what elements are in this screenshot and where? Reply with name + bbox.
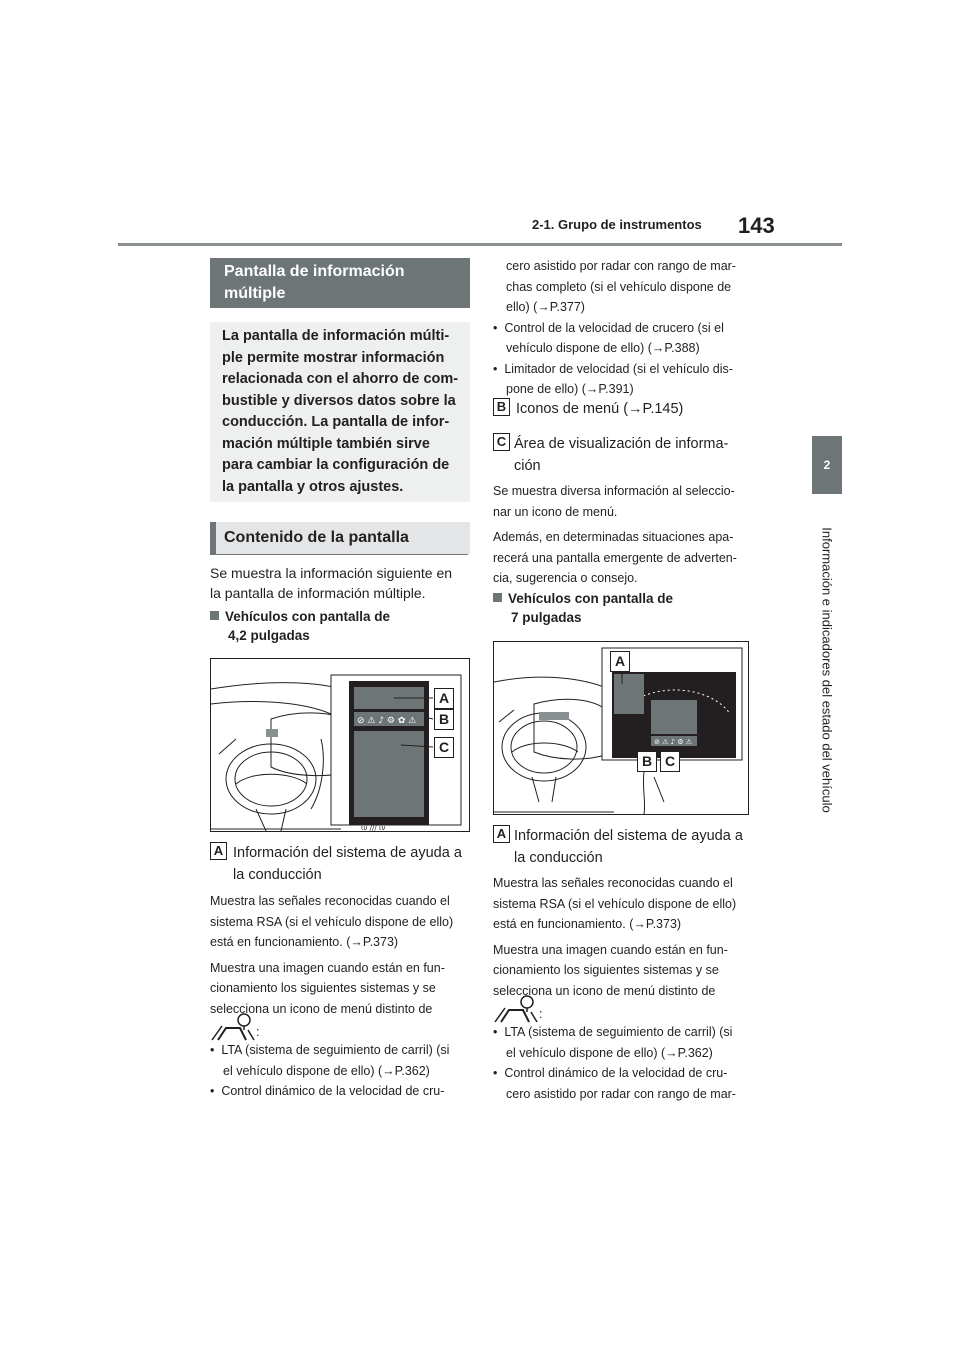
bullet-item: • LTA (sistema de seguimiento de carril) (si [493, 1025, 733, 1039]
desc-line: Muestra una imagen cuando están en fun- [493, 942, 728, 957]
item-label-a: A [493, 825, 510, 843]
desc-line: selecciona un icono de menú distinto de [210, 1001, 433, 1016]
paragraph-line: Se muestra la información siguiente en [210, 565, 453, 581]
section-title [210, 258, 470, 308]
subheading-line: Vehículos con pantalla de [225, 609, 391, 624]
driving-assist-icon-row [210, 1012, 259, 1042]
intro-line: conducción. La pantalla de infor- [222, 414, 450, 430]
item-a-right-description [493, 873, 736, 1001]
section-title-line: múltiple [224, 285, 286, 302]
subsection-title: Contenido de la pantalla [210, 522, 470, 554]
item-a-left-description [210, 891, 453, 1019]
item-c-description [493, 481, 737, 589]
figure-callout-b: B [637, 751, 657, 772]
paragraph-line: la pantalla de información múltiple. [210, 585, 426, 601]
item-label-b: B [493, 398, 510, 416]
item-c [493, 433, 510, 451]
svg-text:⊘ ⚠ ♪ ⚙ ⚠: ⊘ ⚠ ♪ ⚙ ⚠ [654, 738, 693, 746]
item-label-c: C [493, 433, 510, 451]
item-a-right [493, 825, 510, 843]
colon: : [256, 1024, 260, 1039]
figure-callout-c: C [660, 751, 680, 772]
item-a-left [210, 842, 227, 860]
right-continued [493, 256, 736, 400]
figure-callout-b: B [434, 709, 454, 730]
figure-4-2-inch-display [210, 658, 470, 832]
driving-assist-icon-row [493, 994, 542, 1024]
desc-line: Se muestra diversa información al seleccio- [493, 484, 735, 498]
subsection-rule [210, 554, 468, 555]
intro-line: relacionada con el ahorro de com- [222, 371, 459, 387]
bullet-line: el vehículo dispone de ello) (→P.362) [223, 1063, 430, 1078]
item-b [493, 398, 683, 420]
desc-line: Muestra las señales reconocidas cuando el [493, 876, 733, 890]
intro-line: la pantalla y otros ajustes. [222, 478, 404, 495]
colon: : [539, 1006, 543, 1021]
subheading-line: Vehículos con pantalla de [508, 591, 674, 606]
bullet-line: LTA (sistema de seguimiento de carril) (si [504, 1025, 733, 1039]
item-label-a: A [210, 842, 227, 860]
subheading-4-2 [210, 607, 390, 645]
left-bullet-list [210, 1040, 449, 1102]
bullet-line: el vehículo dispone de ello) (→P.362) [506, 1045, 713, 1060]
item-line: la conducción [514, 850, 603, 866]
chapter-tab: 2 [812, 436, 842, 494]
bullet-line: ello) (→P.377) [506, 300, 585, 314]
subheading-line: 4,2 pulgadas [228, 628, 310, 643]
figure-callout-a: A [610, 651, 630, 672]
bullet-line: cero asistido por radar con rango de mar- [506, 1086, 736, 1101]
desc-line: cia, sugerencia o consejo. [493, 571, 638, 585]
bullet-line: pone de ello) (→P.391) [506, 382, 634, 396]
item-line: la conducción [233, 867, 322, 883]
bullet-item: • Control dinámico de la velocidad de cru- [210, 1084, 445, 1098]
driving-assist-icon [210, 1012, 256, 1042]
bullet-line: chas completo (si el vehículo dispone de [506, 279, 732, 294]
chapter-label: Información e indicadores del estado del vehículo [819, 527, 835, 813]
item-line: Información del sistema de ayuda a [233, 845, 462, 861]
intro-line: mación múltiple también sirve [222, 435, 430, 452]
header-section-title: 2-1. Grupo de instrumentos [532, 217, 702, 232]
figure-callout-a: A [434, 688, 454, 709]
item-line: Área de visualización de informa- [514, 436, 729, 452]
dashboard-illustration [211, 659, 469, 831]
intro-paragraph [210, 563, 452, 603]
bullet-line: Limitador de velocidad (si el vehículo dis- [504, 361, 733, 376]
desc-line: cionamiento los siguientes sistemas y se [493, 963, 719, 977]
bullet-line: LTA (sistema de seguimiento de carril) (si [221, 1043, 450, 1057]
square-bullet-icon [210, 611, 219, 620]
desc-line: sistema RSA (si el vehículo dispone de ello) [493, 896, 737, 911]
intro-line: La pantalla de información múlti- [222, 328, 450, 344]
figure-7-inch-display [493, 641, 749, 815]
desc-line: Muestra las señales reconocidas cuando el [210, 894, 450, 908]
item-a-right-text [514, 825, 743, 869]
desc-line: recerá una pantalla emergente de adverten- [493, 550, 737, 565]
svg-text:ιυ /// ιν: ιυ /// ιν [361, 824, 386, 831]
intro-line: bustible y diversos datos sobre la [222, 392, 456, 409]
bullet-line: Control de la velocidad de crucero (si el [504, 320, 724, 335]
bullet-line: Control dinámico de la velocidad de cru- [221, 1084, 445, 1098]
driving-assist-icon [493, 994, 539, 1024]
square-bullet-icon [493, 593, 502, 602]
right-bullet-list-2 [493, 1022, 736, 1104]
bullet-item: • Control dinámico de la velocidad de cru- [493, 1066, 728, 1080]
desc-line: cionamiento los siguientes sistemas y se [210, 981, 436, 995]
subheading-7 [493, 589, 673, 627]
desc-line: está en funcionamiento. (→P.373) [493, 917, 682, 931]
intro-box [210, 322, 470, 502]
desc-line: sistema RSA (si el vehículo dispone de ello) [210, 914, 454, 929]
desc-line: Muestra una imagen cuando están en fun- [210, 960, 445, 975]
item-a-left-text [233, 842, 462, 886]
desc-line: está en funcionamiento. (→P.373) [210, 935, 399, 949]
bullet-item: • LTA (sistema de seguimiento de carril) (si [210, 1043, 450, 1057]
item-line: Información del sistema de ayuda a [514, 828, 743, 844]
page-number: 143 [738, 213, 775, 238]
bullet-item: • Control de la velocidad de crucero (si el [493, 320, 724, 335]
bullet-line: vehículo dispone de ello) (→P.388) [506, 341, 700, 355]
header-rule [118, 243, 842, 246]
bullet-item: • Limitador de velocidad (si el vehículo dis- [493, 361, 733, 376]
bullet-line: cero asistido por radar con rango de mar- [506, 259, 736, 273]
item-line: ción [514, 458, 541, 474]
intro-line: para cambiar la configuración de [222, 457, 450, 473]
bullet-line: Control dinámico de la velocidad de cru- [504, 1066, 728, 1080]
item-line: Iconos de menú (→P.145) [516, 401, 684, 417]
figure-callout-c: C [434, 737, 454, 758]
svg-text:⊘ ⚠ ♪ ⚙ ✿ ⚠: ⊘ ⚠ ♪ ⚙ ✿ ⚠ [357, 716, 417, 726]
section-title-line: Pantalla de información [224, 263, 405, 280]
desc-line: selecciona un icono de menú distinto de [493, 983, 716, 998]
desc-line: nar un icono de menú. [493, 504, 618, 519]
desc-line: Además, en determinadas situaciones apa- [493, 530, 734, 544]
intro-line: ple permite mostrar información [222, 349, 445, 366]
subheading-line: 7 pulgadas [511, 610, 582, 625]
item-c-text [514, 433, 728, 477]
